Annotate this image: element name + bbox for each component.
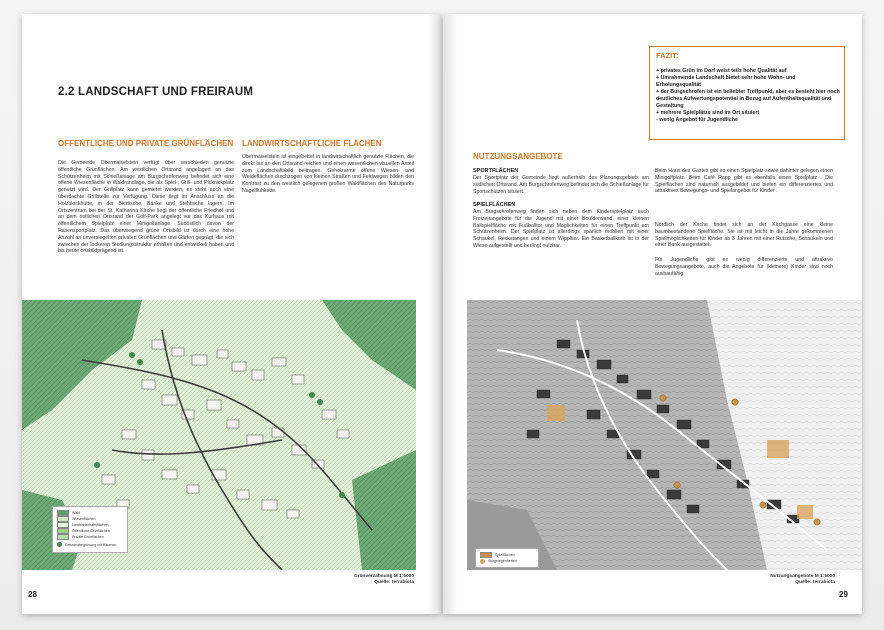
page-number-right: 29 bbox=[839, 590, 848, 599]
legend-label: Ortsrandbegrünung mit Bäumen bbox=[65, 542, 117, 547]
legend-label: Wiesenflächen bbox=[72, 517, 96, 521]
legend-label: Spielflächen bbox=[495, 553, 515, 557]
caption-title: Nutzungsangebote M 1:5000 bbox=[770, 574, 835, 579]
legend-label: Landwirtschaftsflächen bbox=[72, 523, 109, 527]
fazit-item: + mehrere Spielplätze sind im Ort situiert bbox=[656, 110, 760, 116]
fazit-item: + privates Grün im Dorf weist teils hohe Qualität auf bbox=[656, 68, 787, 74]
usage-map-legend bbox=[475, 548, 539, 568]
usage-map-graphic bbox=[467, 300, 862, 570]
usage-map-caption bbox=[683, 574, 835, 586]
text-playgrounds-b: Nördlich der Kirche findet sich an der Kirchgasse eine kleine baumbestandene Spielfläche. Sie ist mit leicht in die Jahre gekommenen Spielmöglichkeiten für Kinder ab 3 Jahren mit einer Rutsche, Schaukeln und einer Bank ausgestattet. bbox=[655, 222, 833, 249]
text-playgrounds-a: Beim Haus des Gastes gibt es einen Spielplatz sowie dahinter gelegen einen Minigolfplatz. Beim Café Rapp gibt es ebenfalls einen Spielplatz . Die Spielflächen sind naturnah ausgebildet und bieten ein differenziertes und attraktives Bewegungs- und Spielangebot für Kinder . bbox=[655, 168, 833, 195]
right-page bbox=[443, 14, 862, 614]
legend-label: Sitzgelegenheiten bbox=[488, 559, 517, 563]
fazit-box bbox=[649, 46, 845, 140]
fazit-item: - wenig Angebot für Jugendliche bbox=[656, 117, 738, 123]
section-title-green-spaces: ÖFFENTLICHE UND PRIVATE GRÜNFLÄCHEN bbox=[58, 139, 234, 148]
legend-label: Öffentliche Grünflächen bbox=[72, 529, 110, 533]
green-map-caption bbox=[262, 574, 414, 586]
fazit-title: FAZIT: bbox=[656, 51, 679, 60]
fazit-item: + Umrahmende Landschaft bietet sehr hohe Wohn- und Erholungsqualität bbox=[656, 75, 796, 88]
green-map bbox=[22, 300, 416, 570]
caption-title: Grünverzahnung M 1:5000 bbox=[354, 574, 414, 579]
section-title-agriculture: LANDWIRTSCHAFTLICHE FLÄCHEN bbox=[242, 139, 382, 148]
green-map-legend bbox=[52, 506, 128, 553]
text-agriculture: Obermaiselstein ist eingebettet in landwirtschaftlich genutzte Flächen, die direkt bis an den Ortsrand reichen und einen wesentlichen visuellen Anteil zum Landschaftsbild beitragen. Gehölzarme offene Wiesen- und Weideflächen durchzogen von kleinen Straßen und Feldwegen bilden den Kontrast zu den westlich gelegenen großen Waldflächen des Naturparks Nagelfluhkette. bbox=[242, 154, 414, 194]
caption-source: Quelle: terrabiota bbox=[795, 580, 835, 585]
tree-icon bbox=[57, 542, 62, 547]
legend-row-seating bbox=[480, 558, 534, 564]
page-heading: 2.2 LANDSCHAFT UND FREIRAUM bbox=[58, 86, 254, 98]
page-number-left: 28 bbox=[28, 590, 37, 599]
legend-swatch bbox=[480, 552, 492, 558]
gutter-shadow bbox=[427, 14, 441, 614]
fazit-list bbox=[656, 68, 840, 124]
caption-source: Quelle: terrabiota bbox=[374, 580, 414, 585]
bench-icon bbox=[480, 559, 485, 564]
left-page bbox=[22, 14, 441, 614]
legend-label: Private Grünflächen bbox=[72, 535, 104, 539]
text-sports: Der Sportplatz der Gemeinde liegt außerhalb des Planungsgebiets am südlichen Ortsrand. Am Burgschrofenweg befindet sich die Schießanlage für Sportschützen situiert. bbox=[473, 175, 649, 195]
text-green-spaces: Die Gemeinde Obermaiselstein verfügt über verschieden genutzte öffentliche Grünflächen. Am westlichen Ortsrand angelagert an das Schützenheim mit Schießanlage am Burgschrofenweg befindet sich eine offene Wiesenfläche in Waldrandlage, die als Spiel-, Grill- und Picknickplatz genutzt wird. Der Grillplatz kann gemietet werden, es steht auch eine überdachte Grillstelle zur Verfügung. Diese liegt im Anschluss an die Holzblockhütte, in der Biertische, Bänke und Stehtische lagern. Im Ortszentrum bei der St. Katharina Kirche liegt der öffentliche Friedhof und an dem östlichen Ortsrand der Golf-Park angelegt vor das Kurhaus mit öffentlichem Spielplatz einer Minigolfanlage. Südöstlich davon der Rasensportplatz. Das überwiegend grüne Ortsbild ist durch eine hohe Anzahl an unversiegelten privaten Grünflächen und Gärten geprägt, die sich zwischen der lockeren Siedlungsstruktur erhalten und entwickelt haben und bis heute ortsbildprägend ist. bbox=[58, 160, 234, 255]
legend-row-trees bbox=[57, 540, 123, 549]
subheading-play: SPIELFLÄCHEN bbox=[473, 202, 516, 208]
gutter-shadow bbox=[443, 14, 457, 614]
section-title-offers: NUTZUNGSANGEBOTE bbox=[473, 152, 563, 161]
fazit-item: + der Burgschrofen ist ein beliebter Treffpunkt, aber es besteht hier noch deutliches Aufwertungspotential in Bezug auf Aufenthaltsqualität und Gestaltung bbox=[656, 89, 840, 109]
text-play: Am Burgschrofenweg finden sich neben dem Kinderspielplatz auch Freizeitangebote für die Jugend mit einer Boulderwand, einer kleinen Ballspielfläche mit Fußballtor und Möglichkeiten für einen Treffpunkt am Schützenheim. Der Spielplatz ist allerdings spärlich möbliert mit einer Schaukel, Reckstangen und einem Wippltier. Ein Basketballkorb ist in der Wiese aufgestellt und bedingt nutzbar. bbox=[473, 209, 649, 249]
usage-map bbox=[467, 300, 862, 570]
text-playgrounds-c: Für Jugendliche gibt es wenig differenzierte und attraktive Bewegungsangebote, auch die Angebote für (kleinere) Kinder sind noch ausbaufähig. bbox=[655, 257, 833, 277]
legend-label: Wald bbox=[72, 511, 81, 515]
subheading-sports: SPORTFLÄCHEN bbox=[473, 168, 519, 174]
legend-swatch bbox=[57, 534, 69, 540]
